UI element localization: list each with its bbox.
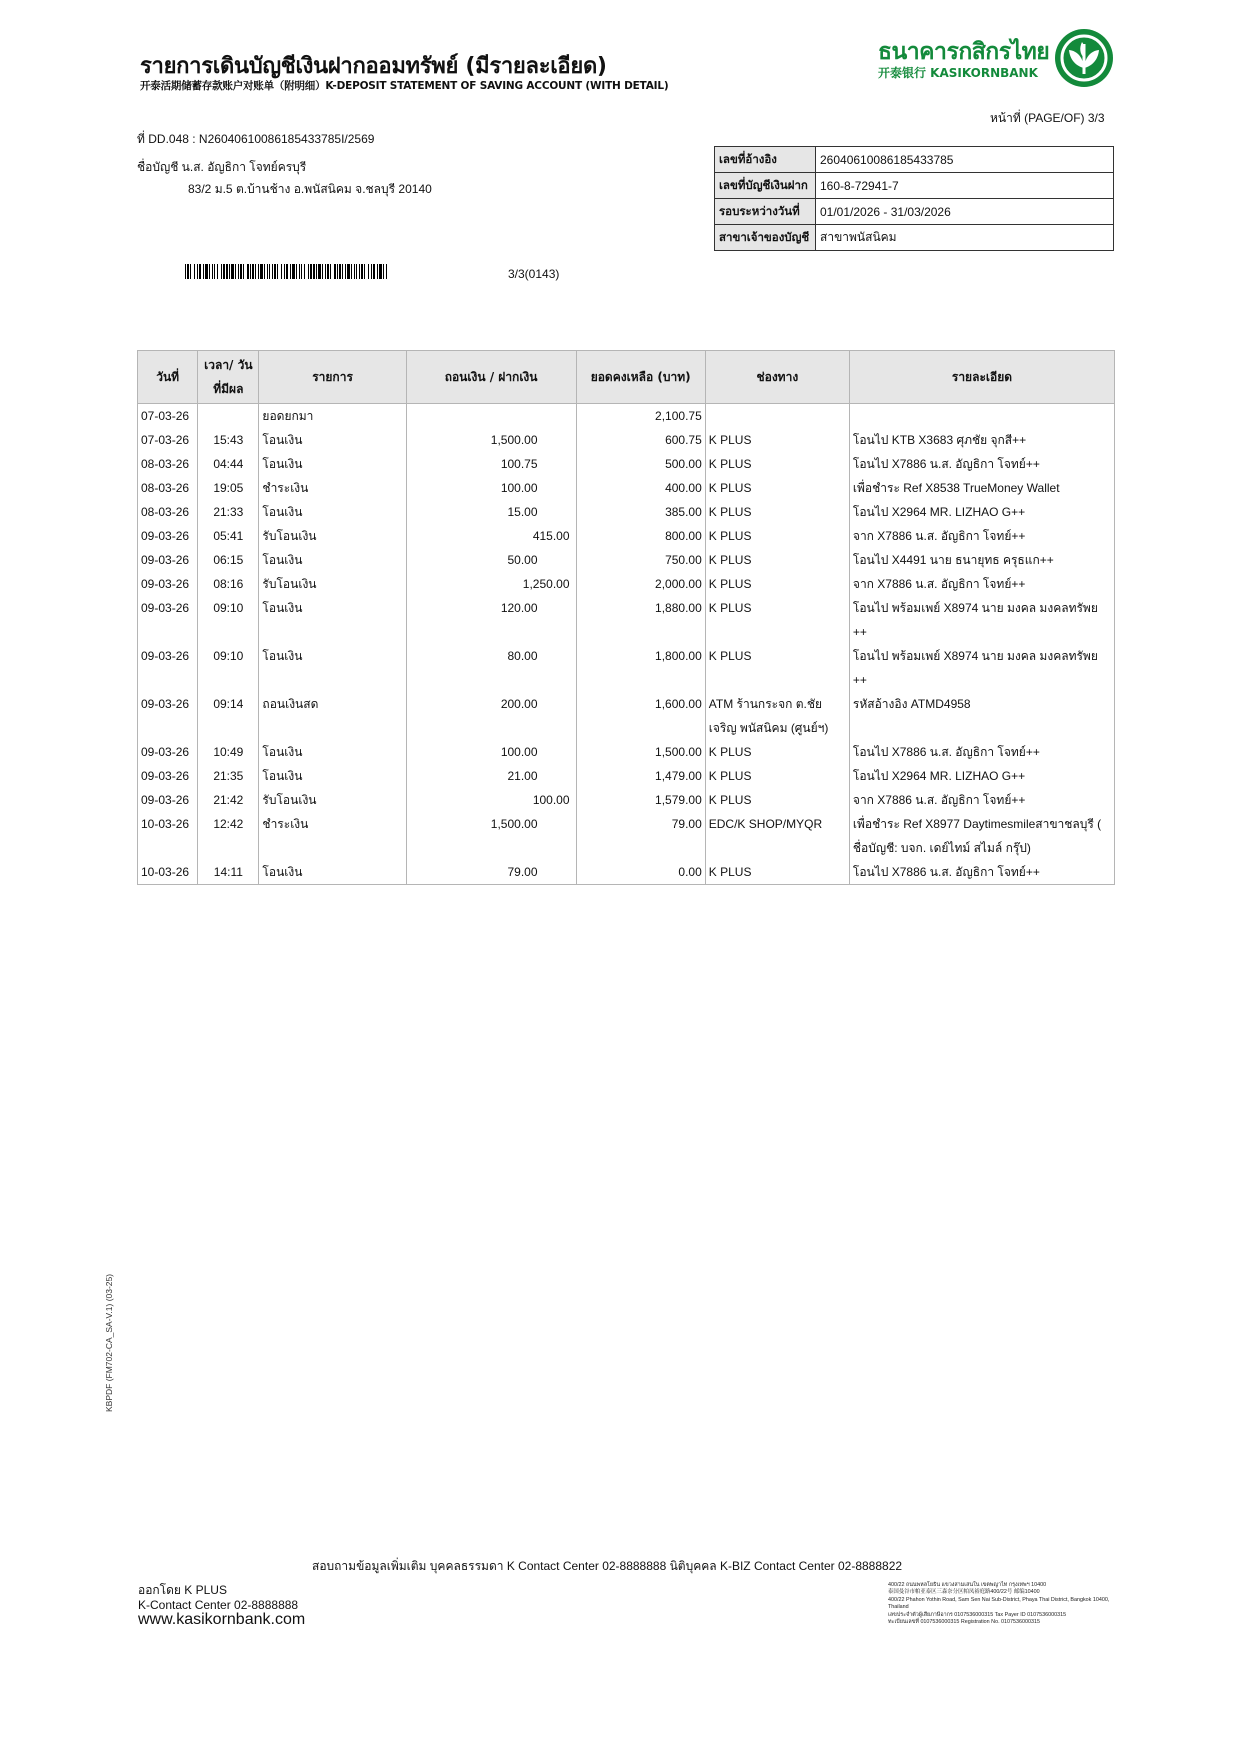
statement-subtitle: 开泰活期储蓄存款账户对账单（附明细）K-DEPOSIT STATEMENT OF SAVING ACCOUNT (WITH DETAIL) [140,80,669,92]
branch-value: สาขาพนัสนิคม [816,225,1114,251]
cell-time: 10:49 [198,740,259,764]
table-row [138,476,1115,500]
cell-date: 10-03-26 [138,812,198,860]
cell-date: 07-03-26 [138,404,198,429]
cell-detail: จาก X7886 น.ส. อัญธิกา โจทย์++ [849,572,1114,596]
cell-type: รับโอนเงิน [259,524,406,548]
cell-detail: จาก X7886 น.ส. อัญธิกา โจทย์++ [849,524,1114,548]
table-header-row [138,351,1115,404]
cell-balance: 800.00 [576,524,705,548]
statement-title: รายการเดินบัญชีเงินฝากออมทรัพย์ (มีรายละเอียด) [140,54,607,79]
cell-amount: 15.00 [406,500,576,524]
cell-balance: 0.00 [576,860,705,885]
bank-address-line: เลขประจำตัวผู้เสียภาษีอากร 0107536000315 Tax Payer ID 0107536000315 [888,1611,1067,1618]
cell-date: 08-03-26 [138,452,198,476]
table-row [138,596,1115,644]
issued-contact: K-Contact Center 02-8888888 [138,1598,299,1612]
column-header-detail: รายละเอียด [849,351,1114,404]
cell-time: 15:43 [198,428,259,452]
cell-detail: โอนไป KTB X3683 ศุภชัย จุกสี++ [849,428,1114,452]
cell-date: 08-03-26 [138,500,198,524]
account-number-value: 160-8-72941-7 [816,173,1114,199]
cell-channel: K PLUS [705,764,849,788]
cell-balance: 600.75 [576,428,705,452]
table-row [138,548,1115,572]
cell-channel: K PLUS [705,452,849,476]
cell-amount: 80.00 [406,644,576,692]
cell-balance: 385.00 [576,500,705,524]
cell-date: 10-03-26 [138,860,198,885]
table-row [138,692,1115,740]
kasikornbank-logo-icon [1054,28,1114,88]
cell-channel: K PLUS [705,476,849,500]
bank-name-english: 开泰银行 KASIKORNBANK [878,66,1038,80]
cell-detail [849,404,1114,429]
cell-type: โอนเงิน [259,764,406,788]
cell-channel: K PLUS [705,596,849,644]
cell-channel: K PLUS [705,740,849,764]
cell-detail: โอนไป X2964 MR. LIZHAO G++ [849,500,1114,524]
cell-channel: ATM ร้านกระจก ต.ชัยเจริญ พนัสนิคม (ศูนย์ฯ) [705,692,849,740]
account-holder-name: ชื่อบัญชี น.ส. อัญธิกา โจทย์ครบุรี [137,160,307,174]
cell-channel: K PLUS [705,428,849,452]
account-holder-address: 83/2 ม.5 ต.บ้านช้าง อ.พนัสนิคม จ.ชลบุรี 20140 [188,182,432,196]
column-header-type: รายการ [259,351,406,404]
column-header-balance: ยอดคงเหลือ (บาท) [576,351,705,404]
cell-balance: 1,880.00 [576,596,705,644]
cell-detail: โอนไป X7886 น.ส. อัญธิกา โจทย์++ [849,452,1114,476]
cell-type: โอนเงิน [259,452,406,476]
barcode-page-code: 3/3(0143) [508,267,560,281]
cell-type: โอนเงิน [259,428,406,452]
cell-time: 21:35 [198,764,259,788]
cell-detail: โอนไป X7886 น.ส. อัญธิกา โจทย์++ [849,740,1114,764]
cell-detail: เพื่อชำระ Ref X8538 TrueMoney Wallet [849,476,1114,500]
contact-info-line: สอบถามข้อมูลเพิ่มเติม บุคคลธรรมดา K Contact Center 02-8888888 นิติบุคคล K-BIZ Contact Center 02-8888822 [312,1559,903,1573]
cell-amount: 120.00 [406,596,576,644]
cell-date: 09-03-26 [138,788,198,812]
table-row [138,644,1115,692]
cell-type: โอนเงิน [259,860,406,885]
cell-amount: 100.75 [406,452,576,476]
cell-balance: 1,600.00 [576,692,705,740]
cell-type: โอนเงิน [259,596,406,644]
cell-balance: 2,000.00 [576,572,705,596]
cell-channel: K PLUS [705,500,849,524]
cell-time: 08:16 [198,572,259,596]
reference-label: เลขที่อ้างอิง [715,147,816,173]
cell-time: 09:14 [198,692,259,740]
cell-amount: 1,250.00 [406,572,576,596]
column-header-time: เวลา/ วันที่มีผล [198,351,259,404]
cell-detail: จาก X7886 น.ส. อัญธิกา โจทย์++ [849,788,1114,812]
cell-amount: 21.00 [406,764,576,788]
cell-detail: โอนไป X2964 MR. LIZHAO G++ [849,764,1114,788]
account-number-label: เลขที่บัญชีเงินฝาก [715,173,816,199]
bank-address-line: 400/22 Phahon Yothin Road, Sam Sen Nai Sub-District, Phaya Thai District, Bangkok 10400, Thailand [888,1596,1110,1611]
cell-date: 07-03-26 [138,428,198,452]
cell-detail: โอนไป พร้อมเพย์ X8974 นาย มงคล มงคลทรัพย ++ [849,596,1114,644]
cell-channel: K PLUS [705,572,849,596]
cell-time: 12:42 [198,812,259,860]
cell-time: 09:10 [198,644,259,692]
document-number: ที่ DD.048 : N26040610086185433785I/2569 [137,132,375,146]
cell-amount: 415.00 [406,524,576,548]
cell-time: 09:10 [198,596,259,644]
bank-address-line: ทะเบียนเลขที่ 0107536000315 Registration No. 0107536000315 [888,1619,1041,1626]
cell-type: รับโอนเงิน [259,788,406,812]
cell-detail: โอนไป X7886 น.ส. อัญธิกา โจทย์++ [849,860,1114,885]
cell-type: ชำระเงิน [259,812,406,860]
cell-amount [406,404,576,429]
cell-time: 14:11 [198,860,259,885]
branch-label: สาขาเจ้าของบัญชี [715,225,816,251]
cell-time: 06:15 [198,548,259,572]
form-code: KBPDF (FM702-CA_SA-V.1) (03-25) [104,1273,114,1412]
table-row [138,812,1115,860]
cell-amount: 200.00 [406,692,576,740]
cell-date: 08-03-26 [138,476,198,500]
cell-balance: 79.00 [576,812,705,860]
cell-detail: เพื่อชำระ Ref X8977 Daytimesmileสาขาชลบุรี ( ชื่อบัญชี: บจก. เดย์ไทม์ สไมล์ กรุ๊ป) [849,812,1114,860]
cell-amount: 1,500.00 [406,812,576,860]
cell-channel: K PLUS [705,788,849,812]
cell-type: โอนเงิน [259,644,406,692]
cell-time: 21:42 [198,788,259,812]
table-row [138,860,1115,885]
cell-type: รับโอนเงิน [259,572,406,596]
cell-type: โอนเงิน [259,500,406,524]
cell-balance: 1,800.00 [576,644,705,692]
cell-balance: 750.00 [576,548,705,572]
bank-address-block [888,1582,1118,1626]
cell-detail: โอนไป พร้อมเพย์ X8974 นาย มงคล มงคลทรัพย ++ [849,644,1114,692]
transaction-rows [138,404,1115,885]
cell-time: 19:05 [198,476,259,500]
cell-time: 21:33 [198,500,259,524]
cell-balance: 1,579.00 [576,788,705,812]
cell-amount: 1,500.00 [406,428,576,452]
cell-date: 09-03-26 [138,548,198,572]
page-number: หน้าที่ (PAGE/OF) 3/3 [990,111,1105,125]
period-label: รอบระหว่างวันที่ [715,199,816,225]
cell-date: 09-03-26 [138,596,198,644]
table-row [138,764,1115,788]
table-row [138,524,1115,548]
cell-date: 09-03-26 [138,524,198,548]
cell-time [198,404,259,429]
cell-balance: 500.00 [576,452,705,476]
transaction-table [137,350,1115,885]
bank-website-link[interactable]: www.kasikornbank.com [138,1611,306,1628]
table-row [138,788,1115,812]
table-row [138,572,1115,596]
cell-amount: 100.00 [406,740,576,764]
cell-amount: 100.00 [406,476,576,500]
bank-address-line: 泰国曼谷市帕亚泰区三森奈分区帕凤裕庭路400/22号 邮编10400 [888,1589,1040,1596]
cell-channel: EDC/K SHOP/MYQR [705,812,849,860]
issued-by: ออกโดย K PLUS [138,1583,227,1597]
cell-date: 09-03-26 [138,572,198,596]
column-header-amount: ถอนเงิน / ฝากเงิน [406,351,576,404]
cell-type: ชำระเงิน [259,476,406,500]
issued-by-block [138,1583,298,1613]
cell-balance: 1,500.00 [576,740,705,764]
cell-date: 09-03-26 [138,764,198,788]
cell-channel: K PLUS [705,548,849,572]
barcode-icon [185,264,387,279]
cell-amount: 79.00 [406,860,576,885]
table-row [138,452,1115,476]
cell-channel [705,404,849,429]
cell-time: 04:44 [198,452,259,476]
column-header-channel: ช่องทาง [705,351,849,404]
cell-type: ยอดยกมา [259,404,406,429]
table-row [138,404,1115,429]
cell-type: โอนเงิน [259,548,406,572]
bank-name-thai: ธนาคารกสิกรไทย [878,39,1050,65]
period-value: 01/01/2026 - 31/03/2026 [816,199,1114,225]
cell-detail: รหัสอ้างอิง ATMD4958 [849,692,1114,740]
cell-balance: 2,100.75 [576,404,705,429]
cell-channel: K PLUS [705,860,849,885]
cell-type: โอนเงิน [259,740,406,764]
cell-detail: โอนไป X4491 นาย ธนายุทธ ครุธแก++ [849,548,1114,572]
cell-date: 09-03-26 [138,644,198,692]
cell-date: 09-03-26 [138,740,198,764]
cell-amount: 100.00 [406,788,576,812]
cell-balance: 1,479.00 [576,764,705,788]
account-info-box [714,146,1114,251]
cell-channel: K PLUS [705,644,849,692]
cell-type: ถอนเงินสด [259,692,406,740]
cell-date: 09-03-26 [138,692,198,740]
column-header-date: วันที่ [138,351,198,404]
table-row [138,500,1115,524]
table-row [138,740,1115,764]
cell-channel: K PLUS [705,524,849,548]
table-row [138,428,1115,452]
reference-value: 26040610086185433785 [816,147,1114,173]
cell-balance: 400.00 [576,476,705,500]
cell-amount: 50.00 [406,548,576,572]
bank-address-line: 400/22 ถนนพหลโยธิน แขวงสามเสนใน เขตพญาไท กรุงเทพฯ 10400 [888,1582,1047,1588]
cell-time: 05:41 [198,524,259,548]
